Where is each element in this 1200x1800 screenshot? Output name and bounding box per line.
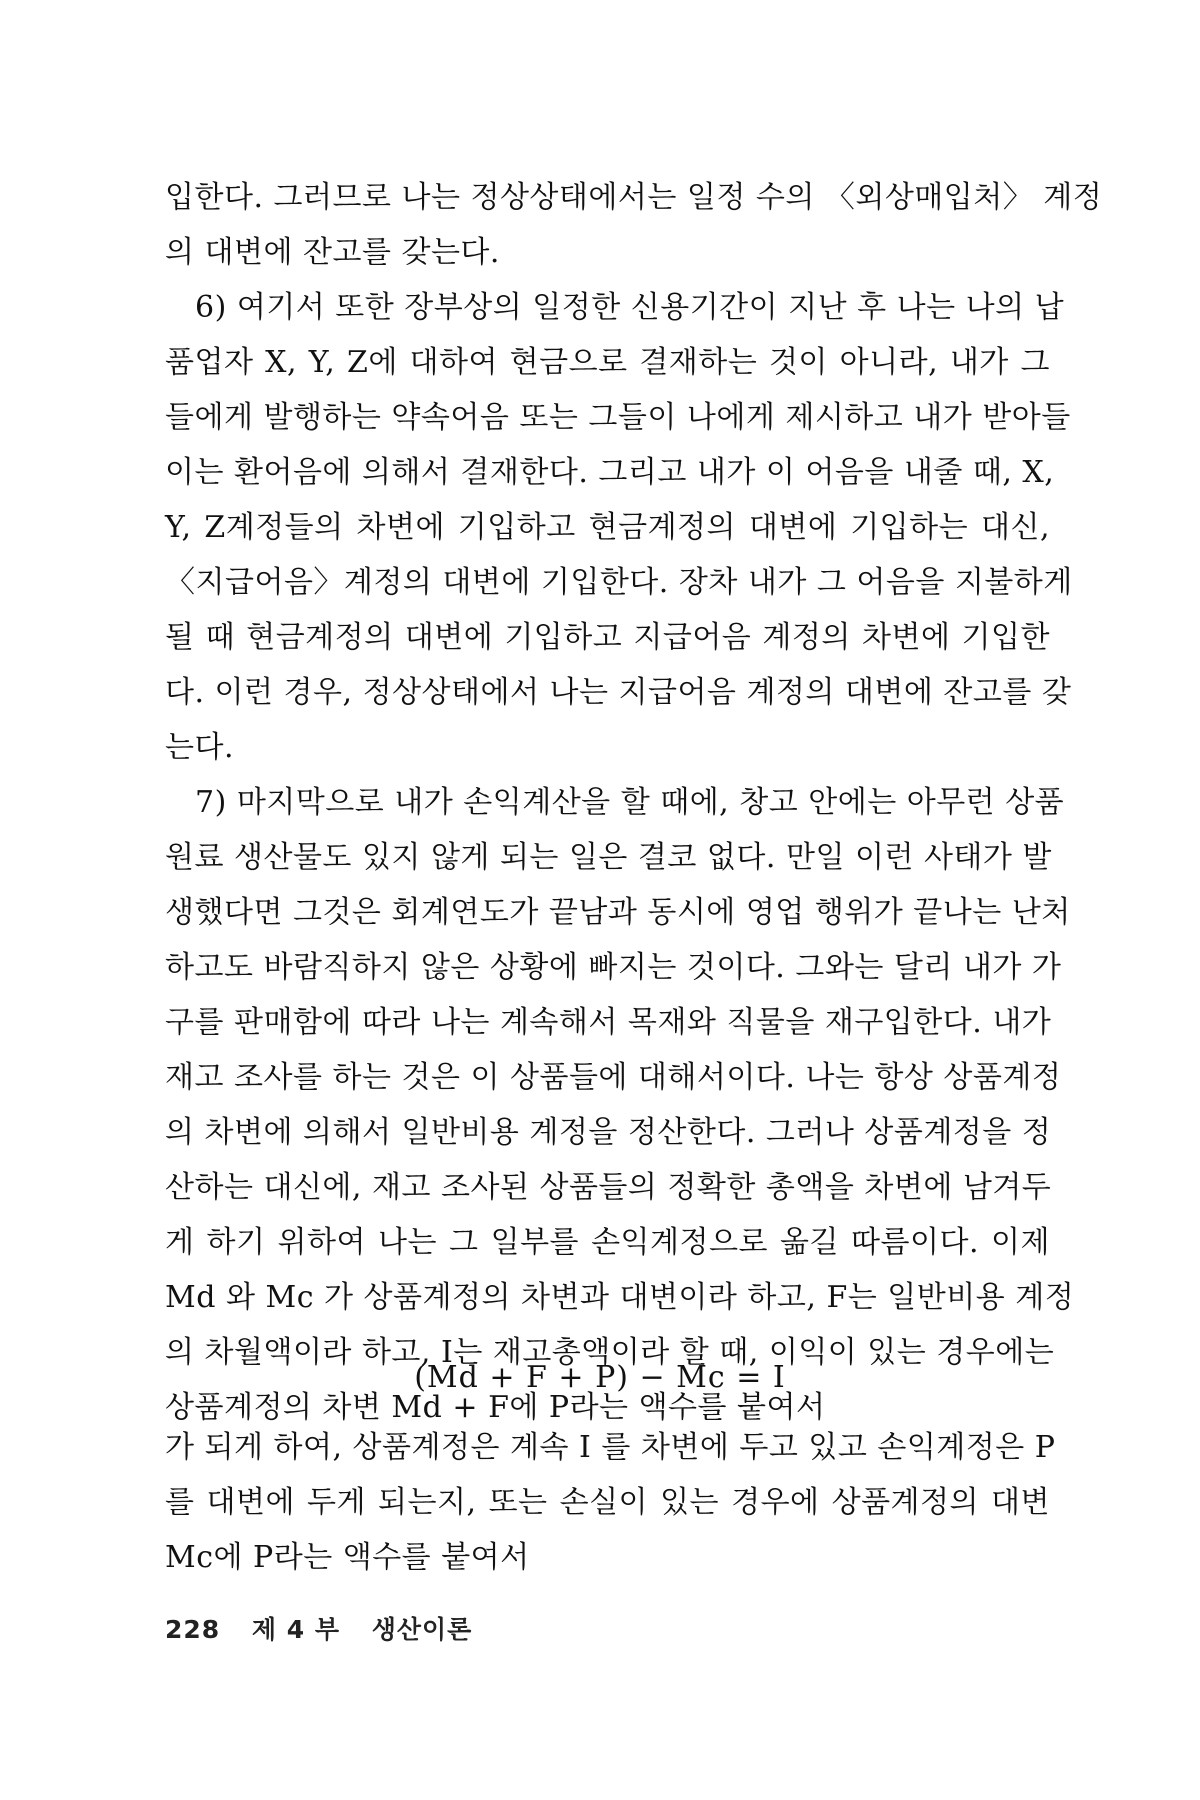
text-line: 6) 여기서 또한 장부상의 일정한 신용기간이 지난 후 나는 나의 납	[195, 290, 1065, 325]
page-number: 228	[165, 1615, 221, 1644]
page-footer	[165, 1610, 494, 1646]
text-line: 는다.	[165, 730, 234, 765]
text-line: 의 차월액이라 하고, I는 재고총액이라 할 때, 이익이 있는 경우에는	[165, 1335, 1055, 1370]
text-line: 원료 생산물도 있지 않게 되는 일은 결코 없다. 만일 이런 사태가 발	[165, 840, 1052, 875]
text-line: 〈지급어음〉계정의 대변에 기입한다. 장차 내가 그 어음을 지불하게	[165, 565, 1073, 600]
text-line: 다. 이런 경우, 정상상태에서 나는 지급어음 계정의 대변에 잔고를 갖	[165, 675, 1072, 710]
text-line: 이는 환어음에 의해서 결재한다. 그리고 내가 이 어음을 내줄 때, X,	[165, 455, 1055, 490]
text-line: 산하는 대신에, 재고 조사된 상품들의 정확한 총액을 차변에 남겨두	[165, 1170, 1052, 1205]
text-line: 7) 마지막으로 내가 손익계산을 할 때에, 창고 안에는 아무런 상품	[195, 785, 1065, 820]
text-line: 가 되게 하여, 상품계정은 계속 I 를 차변에 두고 있고 손익계정은 P	[165, 1430, 1056, 1465]
text-line: 품업자 X, Y, Z에 대하여 현금으로 결재하는 것이 아니라, 내가 그	[165, 345, 1050, 380]
text-line: Mc에 P라는 액수를 붙여서	[165, 1540, 530, 1575]
text-line: 생했다면 그것은 회계연도가 끝남과 동시에 영업 행위가 끝나는 난처	[165, 895, 1071, 930]
section-title: 생산이론	[371, 1615, 473, 1644]
text-line: 의 차변에 의해서 일반비용 계정을 정산한다. 그러나 상품계정을 정	[165, 1115, 1052, 1150]
text-line: 의 대변에 잔고를 갖는다.	[165, 235, 500, 270]
text-line: Y, Z계정들의 차변에 기입하고 현금계정의 대변에 기입하는 대신,	[165, 510, 1050, 545]
text-line: Md 와 Mc 가 상품계정의 차변과 대변이라 하고, F는 일반비용 계정	[165, 1280, 1075, 1315]
body-text-continued	[165, 1420, 1056, 1585]
part-title: 제 4 부	[251, 1615, 341, 1644]
body-text	[165, 170, 1103, 1435]
text-line: 들에게 발행하는 약속어음 또는 그들이 나에게 제시하고 내가 받아들	[165, 400, 1071, 435]
text-line: 될 때 현금계정의 대변에 기입하고 지급어음 계정의 차변에 기입한	[165, 620, 1050, 655]
text-line: 상품계정의 차변 Md + F에 P라는 액수를 붙여서	[165, 1390, 826, 1425]
text-line: 입한다. 그러므로 나는 정상상태에서는 일정 수의 〈외상매입처〉 계정	[165, 180, 1103, 215]
text-line: 하고도 바람직하지 않은 상황에 빠지는 것이다. 그와는 달리 내가 가	[165, 950, 1062, 985]
text-line: 를 대변에 두게 되는지, 또는 손실이 있는 경우에 상품계정의 대변	[165, 1485, 1050, 1520]
text-line: 게 하기 위하여 나는 그 일부를 손익계정으로 옮길 따름이다. 이제	[165, 1225, 1050, 1260]
text-line: 구를 판매함에 따라 나는 계속해서 목재와 직물을 재구입한다. 내가	[165, 1005, 1052, 1040]
text-line: 재고 조사를 하는 것은 이 상품들에 대해서이다. 나는 항상 상품계정	[165, 1060, 1062, 1095]
equation: (Md + F + P) − Mc = I	[414, 1360, 786, 1395]
